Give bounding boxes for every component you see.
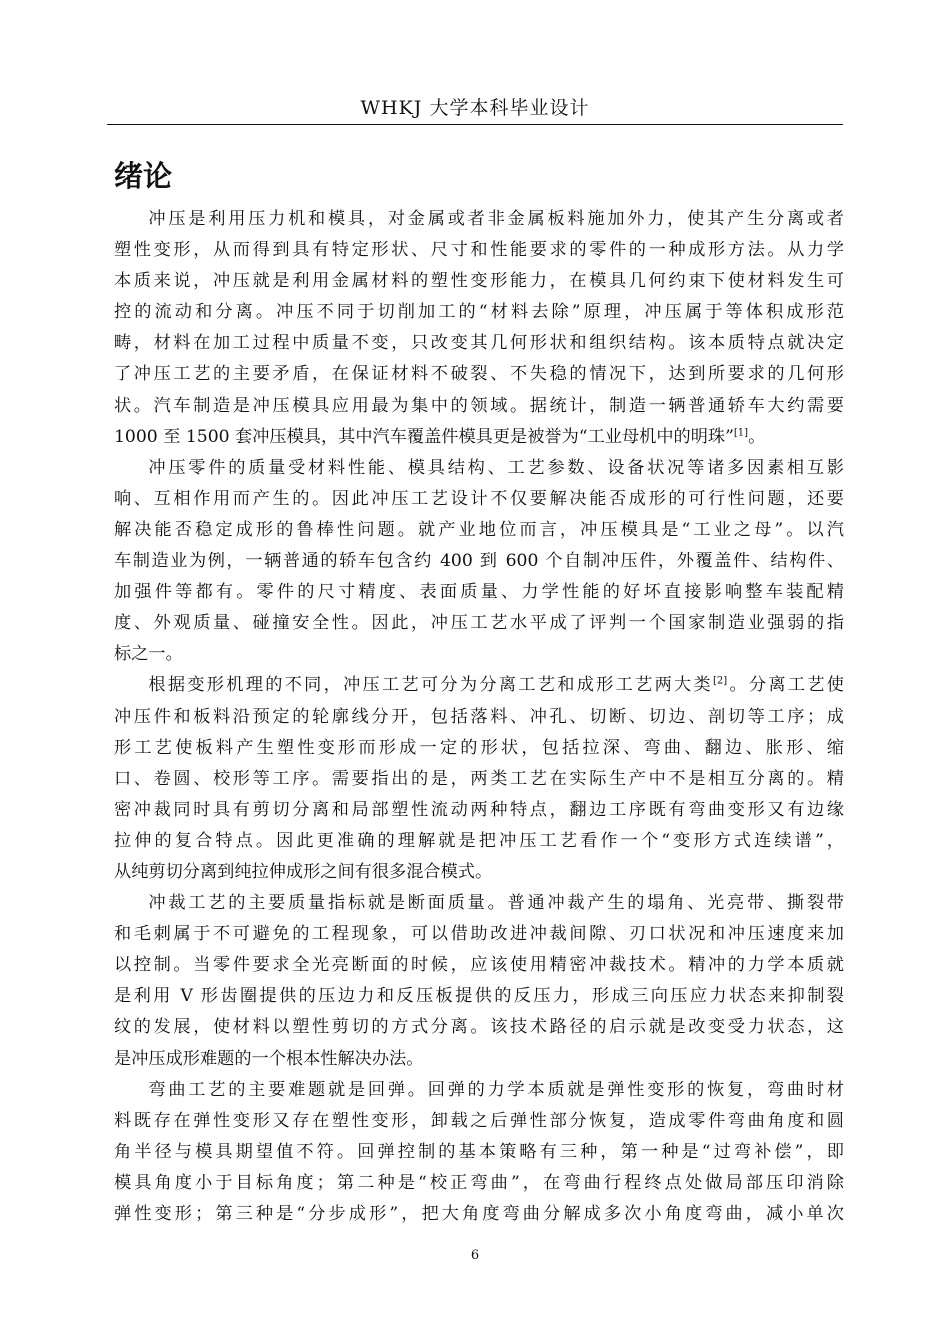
text-line: 畴，材料在加工过程中质量不变，只改变其几何形状和组织结构。该本质特点就决定 bbox=[114, 333, 844, 354]
text-line: 和毛刺属于不可避免的工程现象，可以借助改进冲裁间隙、刃口状况和冲压速度来加 bbox=[114, 924, 844, 945]
text-line: 口、卷圆、校形等工序。需要指出的是，两类工艺在实际生产中不是相互分离的。精 bbox=[114, 768, 844, 789]
text-line: 角半径与模具期望值不符。回弹控制的基本策略有三种，第一种是“过弯补偿”，即 bbox=[114, 1141, 844, 1162]
text-line: 以控制。当零件要求全光亮断面的时候，应该使用精密冲裁技术。精冲的力学本质就 bbox=[114, 955, 844, 976]
text-line bbox=[114, 670, 844, 701]
text-line: 拉伸的复合特点。因此更准确的理解就是把冲压工艺看作一个“变形方式连续谱”， bbox=[114, 830, 844, 851]
text-segment: 。 bbox=[748, 426, 766, 447]
text-segment: 。分离工艺使 bbox=[727, 675, 844, 696]
text-line: 冲压零件的质量受材料性能、模具结构、工艺参数、设备状况等诸多因素相互影 bbox=[148, 457, 844, 478]
text-line: 是冲压成形难题的一个根本性解决办法。 bbox=[114, 1048, 424, 1069]
text-line: 形工艺使板料产生塑性变形而形成一定的形状，包括拉深、弯曲、翻边、胀形、缩 bbox=[114, 737, 844, 758]
text-line: 度、外观质量、碰撞安全性。因此，冲压工艺水平成了评判一个国家制造业强弱的指 bbox=[114, 613, 844, 634]
text-line: 冲压件和板料沿预定的轮廓线分开，包括落料、冲孔、切断、切边、剖切等工序；成 bbox=[114, 706, 844, 727]
text-line bbox=[114, 422, 844, 453]
text-line: 车制造业为例，一辆普通的轿车包含约 400 到 600 个自制冲压件，外覆盖件、结构件、 bbox=[114, 551, 844, 572]
paragraph-2 bbox=[114, 453, 844, 671]
text-line: 纹的发展，使材料以塑性剪切的方式分离。该技术路径的启示就是改变受力状态，这 bbox=[114, 1017, 844, 1038]
section-title: 绪论 bbox=[114, 159, 173, 193]
text-line: 冲裁工艺的主要质量指标就是断面质量。普通冲裁产生的塌角、光亮带、撕裂带 bbox=[148, 893, 844, 914]
header-rule bbox=[107, 124, 843, 125]
text-line: 从纯剪切分离到纯拉伸成形之间有很多混合模式。 bbox=[114, 861, 493, 882]
text-line: 解决能否稳定成形的鲁棒性问题。就产业地位而言，冲压模具是“工业之母”。以汽 bbox=[114, 519, 844, 540]
text-line: 响、互相作用而产生的。因此冲压工艺设计不仅要解决能否成形的可行性问题，还要 bbox=[114, 488, 844, 509]
text-line: 状。汽车制造是冲压模具应用最为集中的领域。据统计，制造一辆普通轿车大约需要 bbox=[114, 395, 844, 416]
text-line: 弹性变形；第三种是“分步成形”，把大角度弯曲分解成多次小角度弯曲，减小单次 bbox=[114, 1204, 844, 1224]
text-segment: 1000 至 1500 套冲压模具，其中汽车覆盖件模具更是被誉为“工业母机中的明珠” bbox=[114, 426, 734, 447]
text-line: 塑性变形，从而得到具有特定形状、尺寸和性能要求的零件的一种成形方法。从力学 bbox=[114, 240, 844, 261]
citation-ref[interactable]: [2] bbox=[713, 675, 728, 687]
text-line: 密冲裁同时具有剪切分离和局部塑性流动两种特点，翻边工序既有弯曲变形又有边缘 bbox=[114, 799, 844, 820]
paragraph-5 bbox=[114, 1075, 844, 1230]
paragraph-1 bbox=[114, 204, 844, 453]
text-line: 标之一。 bbox=[114, 644, 183, 665]
citation-ref[interactable]: [1] bbox=[733, 426, 749, 438]
body-text bbox=[114, 204, 844, 1230]
text-line: 加强件等都有。零件的尺寸精度、表面质量、力学性能的好坏直接影响整车装配精 bbox=[114, 582, 844, 603]
text-line: 弯曲工艺的主要难题就是回弹。回弹的力学本质就是弹性变形的恢复，弯曲时材 bbox=[148, 1079, 844, 1100]
text-line: 本质来说，冲压就是利用金属材料的塑性变形能力，在模具几何约束下使材料发生可 bbox=[114, 271, 844, 292]
running-header: WHKJ 大学本科毕业设计 bbox=[360, 97, 590, 119]
text-line: 控的流动和分离。冲压不同于切削加工的“材料去除”原理，冲压属于等体积成形范 bbox=[114, 302, 844, 323]
text-line: 模具角度小于目标角度；第二种是“校正弯曲”，在弯曲行程终点处做局部压印消除 bbox=[114, 1172, 844, 1193]
text-line: 是利用 V 形齿圈提供的压边力和反压板提供的反压力，形成三向压应力状态来抑制裂 bbox=[114, 986, 844, 1007]
paragraph-4 bbox=[114, 888, 844, 1075]
text-line: 了冲压工艺的主要矛盾，在保证材料不破裂、不失稳的情况下，达到所要求的几何形 bbox=[114, 364, 844, 385]
paragraph-3 bbox=[114, 670, 844, 888]
text-line: 冲压是利用压力机和模具，对金属或者非金属板料施加外力，使其产生分离或者 bbox=[148, 209, 844, 229]
text-line: 料既存在弹性变形又存在塑性变形，卸载之后弹性部分恢复，造成零件弯曲角度和圆 bbox=[114, 1110, 844, 1131]
page-number: 6 bbox=[470, 1248, 480, 1263]
text-segment: 根据变形机理的不同，冲压工艺可分为分离工艺和成形工艺两大类 bbox=[148, 675, 713, 696]
